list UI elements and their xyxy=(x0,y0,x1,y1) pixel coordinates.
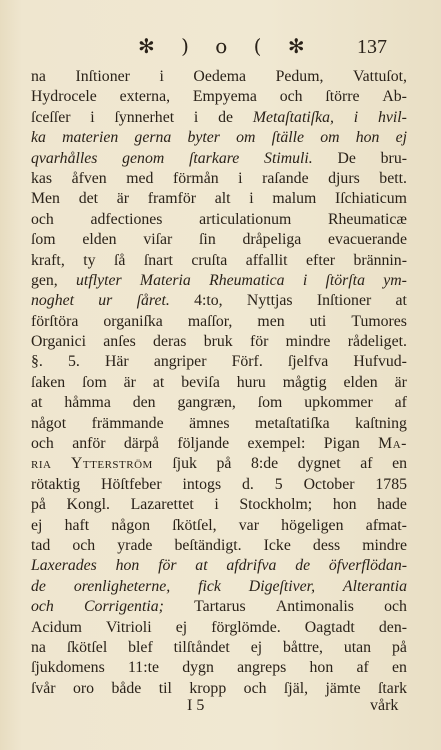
word: yrade xyxy=(117,536,153,554)
word: Vitrioli xyxy=(106,618,152,636)
word: ſom xyxy=(82,373,107,391)
text-line xyxy=(31,414,407,434)
word: ſom xyxy=(31,231,56,249)
word: Tartarus xyxy=(194,598,246,616)
word: at xyxy=(195,557,208,575)
word: byter xyxy=(187,129,220,147)
text-line xyxy=(31,393,407,413)
word: anför xyxy=(72,435,106,453)
page-footer xyxy=(0,697,441,719)
word: haft xyxy=(64,516,90,534)
word: Vattuſot, xyxy=(353,68,407,85)
word: ſåret. xyxy=(136,292,170,310)
word: brännin- xyxy=(353,251,407,269)
word: framför xyxy=(147,190,197,208)
word: beviſa xyxy=(181,373,220,391)
word: upkommer xyxy=(304,394,373,412)
word: exempel: xyxy=(247,435,306,453)
word: på xyxy=(216,455,232,473)
word: blef xyxy=(128,638,153,656)
word: i xyxy=(353,108,359,126)
text-line xyxy=(31,67,407,87)
word: i xyxy=(90,108,95,126)
word: och xyxy=(72,536,96,554)
text-line xyxy=(31,597,407,617)
word: jämte xyxy=(325,679,361,697)
word: alt xyxy=(214,190,231,208)
word: Ab- xyxy=(382,88,407,106)
word: på xyxy=(31,496,46,514)
word: Oedema xyxy=(193,68,247,85)
word: malum xyxy=(272,190,317,208)
word: Rheumatica xyxy=(209,271,285,289)
word: gen, xyxy=(31,271,58,289)
word: gerna xyxy=(134,129,172,147)
word: uti xyxy=(309,312,327,330)
text-line xyxy=(31,516,407,536)
word: något xyxy=(31,414,67,432)
word: var xyxy=(238,516,259,534)
word: ſjukdomens xyxy=(31,659,105,677)
word: ſaken xyxy=(31,373,66,391)
word: ym- xyxy=(383,271,407,289)
word: qvarhålles xyxy=(31,149,98,167)
word: ſom xyxy=(257,394,283,412)
word: Inſtioner xyxy=(316,292,372,310)
page-number: 137 xyxy=(357,36,387,58)
word: med xyxy=(126,169,154,187)
word: ſtarkare xyxy=(189,149,240,167)
word: intogs xyxy=(182,475,222,493)
word: af xyxy=(356,659,369,677)
word: de xyxy=(295,557,311,575)
word: angriper xyxy=(153,353,207,371)
word: na xyxy=(31,638,46,656)
word: på xyxy=(392,638,407,656)
word: affallit xyxy=(245,251,288,269)
word: ſtörre xyxy=(325,88,360,106)
word: ria xyxy=(31,455,52,473)
word: raſande xyxy=(262,169,309,187)
word: oro xyxy=(73,679,95,697)
word: elden xyxy=(82,231,117,249)
word: viſar xyxy=(143,231,173,249)
word: Oagtadt xyxy=(304,618,355,636)
word: Hydrocele xyxy=(31,88,97,106)
catchword: vårk xyxy=(370,697,399,714)
word: anſes xyxy=(103,333,136,351)
text-line xyxy=(31,434,407,454)
word: orenligheterne, xyxy=(73,577,171,595)
word: afdrifva xyxy=(226,557,277,575)
word: Iſchiaticum xyxy=(335,190,407,208)
word: hon xyxy=(115,557,140,575)
word: bru- xyxy=(380,149,407,167)
word: dess xyxy=(312,536,341,554)
word: genom xyxy=(122,149,165,167)
word: Antimonalis xyxy=(275,598,354,616)
word: Pedum, xyxy=(275,68,324,85)
word: ſceſſer xyxy=(31,108,71,126)
word: 5 xyxy=(274,475,283,493)
word: ſjuk xyxy=(172,455,197,473)
word: i xyxy=(302,271,308,289)
word: ſtörſta xyxy=(325,271,365,289)
word: d. xyxy=(242,475,254,493)
word: den- xyxy=(378,618,407,636)
page-header xyxy=(0,34,441,58)
word: De xyxy=(337,149,356,167)
word: mindre xyxy=(362,536,407,554)
word: at xyxy=(395,292,407,310)
word: tilſtåndet xyxy=(173,638,230,656)
word: mindre xyxy=(285,333,331,351)
word: utan xyxy=(343,638,372,656)
word: Hufvud- xyxy=(353,353,407,371)
text-line xyxy=(31,251,407,271)
word: hon xyxy=(309,659,334,677)
word: ſvår xyxy=(31,679,56,697)
word: öfverflödan- xyxy=(328,557,407,575)
word: är xyxy=(123,373,136,391)
word: materien xyxy=(62,129,119,147)
word: tad xyxy=(31,536,51,554)
word: Ytterström xyxy=(71,455,153,473)
word: Pigan xyxy=(323,435,360,453)
word: elden xyxy=(343,373,378,391)
word: at xyxy=(152,373,165,391)
text-line xyxy=(31,352,407,372)
word: afmat- xyxy=(365,516,407,534)
word: det xyxy=(78,190,99,208)
word: rötaktig xyxy=(31,475,81,493)
word: til xyxy=(158,679,172,697)
word: Digeſtiver, xyxy=(248,577,316,595)
word: angreps xyxy=(237,659,287,677)
text-line xyxy=(31,618,407,638)
text-line xyxy=(31,128,407,148)
word: Kongl. xyxy=(66,496,110,514)
text-line xyxy=(31,495,407,515)
word: djurs xyxy=(328,169,360,187)
word: fick xyxy=(198,577,221,595)
text-line xyxy=(31,638,407,658)
word: Empyema xyxy=(192,88,257,106)
word: hade xyxy=(377,496,407,514)
word: Alterantia xyxy=(342,577,407,595)
text-line xyxy=(31,189,407,209)
word: ej xyxy=(175,618,188,636)
word: i xyxy=(159,68,164,85)
word: en xyxy=(392,455,407,473)
word: kaſtning xyxy=(355,414,407,432)
word: adfectiones xyxy=(90,210,163,228)
word: dygnet xyxy=(297,455,341,473)
word: cruſta xyxy=(191,251,228,269)
text-line xyxy=(31,475,407,495)
word: därpå xyxy=(123,435,159,453)
word: organiſka xyxy=(103,312,163,330)
word: gangræn, xyxy=(177,394,236,412)
word: håmma xyxy=(64,394,111,412)
word: deras xyxy=(153,333,187,351)
word: förſtöra xyxy=(31,312,79,330)
word: någon xyxy=(111,516,151,534)
word: Metaſtatiſka, xyxy=(252,108,334,126)
word: hon xyxy=(332,496,357,514)
text-line xyxy=(31,108,407,128)
word: är xyxy=(116,190,130,208)
word: ej xyxy=(31,516,43,534)
word: efter xyxy=(306,251,335,269)
word: Höſtfeber xyxy=(101,475,162,493)
word: ur xyxy=(98,292,113,310)
text-line xyxy=(31,230,407,250)
word: Förf. xyxy=(231,353,263,371)
text-line xyxy=(31,149,407,169)
word: beſtändigt. xyxy=(174,536,242,554)
word: i xyxy=(193,108,199,126)
word: ſynnerhet xyxy=(114,108,175,126)
text-line xyxy=(31,556,407,576)
word: maſſor, xyxy=(187,312,233,330)
word: Lazarettet xyxy=(130,496,194,514)
word: ſin xyxy=(199,231,216,249)
word: i xyxy=(214,496,219,514)
word: dråpeliga xyxy=(242,231,302,249)
word: Acidum xyxy=(31,618,82,636)
word: externa, xyxy=(119,88,171,106)
word: Corrigentia; xyxy=(84,598,164,616)
word: den xyxy=(132,394,156,412)
word: men xyxy=(257,312,285,330)
word: noghet xyxy=(31,292,74,310)
word: och xyxy=(279,88,303,106)
word: Stimuli. xyxy=(264,149,313,167)
text-line xyxy=(31,271,407,291)
word: Laxerades xyxy=(31,557,97,575)
body-text xyxy=(31,67,407,699)
word: evacuerande xyxy=(328,231,407,249)
text-line xyxy=(31,87,407,107)
text-line xyxy=(31,577,407,597)
word: och xyxy=(31,210,54,228)
word: ej xyxy=(395,129,407,147)
word: ſnart xyxy=(143,251,173,269)
text-line xyxy=(31,454,407,474)
word: 1785 xyxy=(375,475,407,493)
word: är xyxy=(394,373,407,391)
word: Tumores xyxy=(351,312,407,330)
word: Stockholm; xyxy=(239,496,313,514)
word: huru xyxy=(236,373,266,391)
word: at xyxy=(31,394,43,412)
word: följande xyxy=(177,435,230,453)
text-line xyxy=(31,658,407,678)
word: ſå xyxy=(114,251,126,269)
word: rådeliget. xyxy=(347,333,407,351)
word: en xyxy=(392,659,407,677)
word: Här xyxy=(105,353,129,371)
text-line xyxy=(31,312,407,332)
word: dygn xyxy=(182,659,214,677)
word: hon xyxy=(355,129,380,147)
word: i xyxy=(249,190,254,208)
word: de xyxy=(218,108,234,126)
word: främmande xyxy=(91,414,164,432)
word: ka xyxy=(31,129,46,147)
word: ſtark xyxy=(378,679,407,697)
word: Rheumaticæ xyxy=(327,210,407,228)
word: §. xyxy=(31,353,43,371)
text-line xyxy=(31,169,407,189)
word: 5. xyxy=(68,353,80,371)
word: 4:to, xyxy=(194,292,223,310)
word: hvil- xyxy=(377,108,407,126)
word: mågtig xyxy=(282,373,327,391)
text-line xyxy=(31,536,407,556)
signature-mark: I 5 xyxy=(187,697,205,714)
text-line xyxy=(31,373,407,393)
word: 11:te xyxy=(127,659,159,677)
word: både xyxy=(111,679,142,697)
word: för xyxy=(158,557,177,575)
word: articulationum xyxy=(199,210,292,228)
word: högeligen xyxy=(281,516,344,534)
word: bett. xyxy=(379,169,407,187)
word: Ma- xyxy=(378,435,407,453)
word: af xyxy=(394,394,407,412)
word: metaſtatiſka xyxy=(255,414,330,432)
word: Materia xyxy=(139,271,191,289)
word: och xyxy=(31,435,54,453)
word: och xyxy=(31,598,54,616)
word: Organici xyxy=(31,333,86,351)
word: Men xyxy=(31,190,60,208)
word: ämnes xyxy=(189,414,230,432)
word: ſkötſel, xyxy=(172,516,217,534)
word: ſkötſel xyxy=(66,638,108,656)
word: åfven xyxy=(71,169,107,187)
word: om xyxy=(320,129,340,147)
word: för xyxy=(249,333,269,351)
word: kraft, xyxy=(31,251,65,269)
word: och xyxy=(243,679,267,697)
word: båttre, xyxy=(283,638,323,656)
word: Inſtioner xyxy=(75,68,130,85)
word: ej xyxy=(250,638,263,656)
word: i xyxy=(238,169,243,187)
word: förglömde. xyxy=(211,618,281,636)
word: utflyter xyxy=(76,271,122,289)
word: ty xyxy=(83,251,96,269)
word: na xyxy=(31,68,46,85)
word: Nyttjas xyxy=(246,292,293,310)
word: kas xyxy=(31,169,53,187)
word: förmån xyxy=(173,169,219,187)
word: 8:de xyxy=(250,455,279,473)
word: October xyxy=(303,475,355,493)
word: om xyxy=(236,129,256,147)
header-ornament: ✻ ) o ( ✻ xyxy=(138,34,315,58)
word: Icke xyxy=(263,536,291,554)
word: de xyxy=(31,577,46,595)
word: af xyxy=(360,455,373,473)
word: kropp xyxy=(189,679,227,697)
word: ſjelfva xyxy=(287,353,329,371)
text-line xyxy=(31,210,407,230)
word: ſjäl, xyxy=(283,679,309,697)
word: bruk xyxy=(203,333,233,351)
word: och xyxy=(384,598,407,616)
word: ſtälle xyxy=(271,129,305,147)
text-line xyxy=(31,332,407,352)
text-line xyxy=(31,291,407,311)
